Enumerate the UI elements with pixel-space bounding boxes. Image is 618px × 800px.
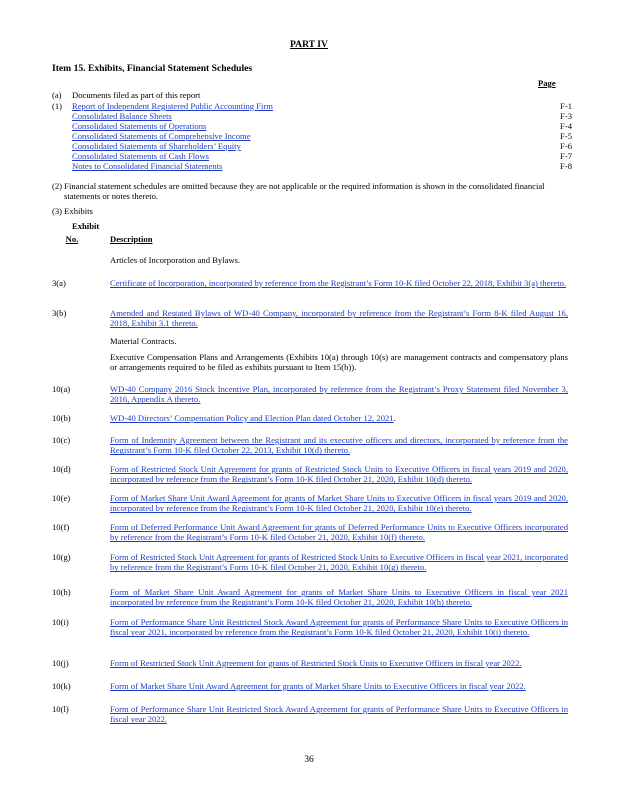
- exhibit-link[interactable]: Form of Performance Share Unit Restricted Stock Award Agreement for grants of Performance Share Units to Executive Officers in fiscal year 2022.: [110, 704, 568, 725]
- toc-link[interactable]: Report of Independent Registered Public Accounting Firm: [72, 101, 273, 111]
- exhibit-number: 10(d): [52, 464, 71, 474]
- exhibit-description: Executive Compensation Plans and Arrangements (Exhibits 10(a) through 10(s) are management contracts and compensatory plans or arrangements required to be filed as exhibits pursuant to Item 15(b)).: [110, 352, 568, 373]
- toc-link[interactable]: Consolidated Statements of Comprehensive Income: [72, 131, 251, 141]
- exhibit-number: 10(c): [52, 435, 71, 445]
- exhibit-link[interactable]: Form of Performance Share Unit Restricted Stock Award Agreement for grants of Performance Share Units to Executive Officers in fiscal year 2021, incorporated by reference from the Registrant’s Form 10-K filed October 21, 2020, Exhibit 10(i) thereto.: [110, 617, 568, 638]
- exhibit-link[interactable]: Amended and Restated Bylaws of WD-40 Company, incorporated by reference from the Registrant’s Form 8-K filed August 16, 2018, Exhibit 3.1 thereto.: [110, 308, 568, 329]
- exhibit-link[interactable]: Form of Market Share Unit Award Agreement for grants of Market Share Units to Executive Officers in fiscal years 2019 and 2020, incorporated by reference from the Registrant’s Form 10-K filed October 21, 2020, Exhibit 10(e) thereto.: [110, 493, 568, 514]
- exhibit-number: 10(k): [52, 681, 71, 691]
- description-column-header: Description: [110, 234, 153, 244]
- toc-row: [52, 111, 572, 121]
- schedules-note: [52, 181, 572, 202]
- exhibit-link[interactable]: Form of Restricted Stock Unit Agreement for grants of Restricted Stock Units to Executive Officers in fiscal year 2021, incorporated by reference from the Registrant’s Form 10-K filed October 21, 2020, Exhibit 10(g) thereto.: [110, 552, 568, 573]
- toc-link[interactable]: Notes to Consolidated Financial Statements: [72, 161, 223, 171]
- documents-label: (a): [52, 90, 62, 100]
- exhibit-number: 10(a): [52, 384, 71, 394]
- toc-row: [52, 151, 572, 161]
- toc-link[interactable]: Consolidated Statements of Shareholders’ Equity: [72, 141, 241, 151]
- exhibit-link[interactable]: Form of Deferred Performance Unit Award Agreement for grants of Deferred Performance Units to Executive Officers incorporated by reference from the Registrant’s Form 10-K filed October 21, 2020, Exhibit 10(f) thereto.: [110, 522, 568, 543]
- exhibit-link[interactable]: Form of Indemnity Agreement between the Registrant and its executive officers and directors, incorporated by reference from the Registrant’s Form 10-K filed October 22, 2013, Exhibit 10(d) thereto.: [110, 435, 568, 456]
- schedules-note-line2: statements or notes thereto.: [64, 191, 159, 202]
- toc-page: F-6: [560, 141, 572, 151]
- exhibit-link[interactable]: Form of Restricted Stock Unit Agreement for grants of Restricted Stock Units to Executive Officers in fiscal years 2019 and 2020, incorporated by reference from the Registrant’s Form 10-K filed October 21, 2020, Exhibit 10(d) thereto.: [110, 464, 568, 485]
- page-number: 36: [304, 754, 314, 765]
- toc-page: F-4: [560, 121, 572, 131]
- exhibit-link[interactable]: WD-40 Company 2016 Stock Incentive Plan, incorporated by reference from the Registrant’s Proxy Statement filed November 3, 2016, Appendix A thereto.: [110, 384, 568, 405]
- exhibit-number: 10(g): [52, 552, 71, 562]
- exhibit-link[interactable]: Form of Restricted Stock Unit Agreement for grants of Restricted Stock Units to Executive Officers in fiscal year 2022.: [110, 658, 522, 668]
- exhibit-column-header: Exhibit: [72, 221, 100, 231]
- exhibit-number: 3(a): [52, 278, 66, 288]
- exhibit-no-header: No.: [65, 234, 79, 244]
- exhibit-description: Articles of Incorporation and Bylaws.: [110, 255, 241, 265]
- toc-row: [52, 101, 572, 111]
- exhibit-link[interactable]: Form of Market Share Unit Award Agreement for grants of Market Share Units to Executive Officers in fiscal year 2022.: [110, 681, 526, 691]
- toc-row: [52, 121, 572, 131]
- toc-page: F-8: [560, 161, 572, 171]
- toc-row: [52, 141, 572, 151]
- exhibits-label: (3) Exhibits: [52, 206, 93, 216]
- exhibit-description: Material Contracts.: [110, 336, 177, 346]
- exhibit-number: 10(i): [52, 617, 69, 627]
- exhibit-number: 10(l): [52, 704, 69, 714]
- exhibit-link[interactable]: Certificate of Incorporation, incorporated by reference from the Registrant’s Form 10-K filed October 22, 2018, Exhibit 3(a) thereto.: [110, 278, 567, 288]
- toc-link[interactable]: Consolidated Balance Sheets: [72, 111, 172, 121]
- toc-page: F-7: [560, 151, 572, 161]
- exhibit-number: 10(h): [52, 587, 71, 597]
- documents-text: Documents filed as part of this report: [72, 90, 201, 100]
- toc-row: [52, 131, 572, 141]
- financial-statements-index: [52, 101, 572, 171]
- toc-page: F-5: [560, 131, 572, 141]
- exhibit-number: 10(j): [52, 658, 69, 668]
- toc-row: [52, 161, 572, 171]
- exhibit-number: 3(b): [52, 308, 67, 318]
- schedules-note-line1: (2) Financial statement schedules are omitted because they are not applicable or the required information is shown in the consolidated financial: [52, 181, 545, 191]
- toc-number: (1): [52, 101, 63, 111]
- item-heading: Item 15. Exhibits, Financial Statement Schedules: [52, 63, 253, 74]
- exhibit-description: WD-40 Directors’ Compensation Policy and Election Plan dated October 12, 2021.: [110, 413, 396, 423]
- toc-page: F-3: [560, 111, 572, 121]
- toc-page: F-1: [560, 101, 572, 111]
- toc-link[interactable]: Consolidated Statements of Cash Flows: [72, 151, 210, 161]
- toc-link[interactable]: Consolidated Statements of Operations: [72, 121, 207, 131]
- exhibit-link[interactable]: Form of Market Share Unit Award Agreement for grants of Market Share Units to Executive Officers in fiscal year 2021 incorporated by reference from the Registrant’s Form 10-K filed October 21, 2020, Exhibit 10(h) thereto.: [110, 587, 568, 608]
- exhibit-link[interactable]: WD-40 Directors’ Compensation Policy and Election Plan dated October 12, 2021: [110, 413, 394, 423]
- exhibit-number: 10(f): [52, 522, 70, 532]
- page-column-header: Page: [538, 78, 556, 88]
- exhibit-number: 10(b): [52, 413, 71, 423]
- exhibit-number: 10(e): [52, 493, 71, 503]
- part-title: PART IV: [290, 39, 328, 50]
